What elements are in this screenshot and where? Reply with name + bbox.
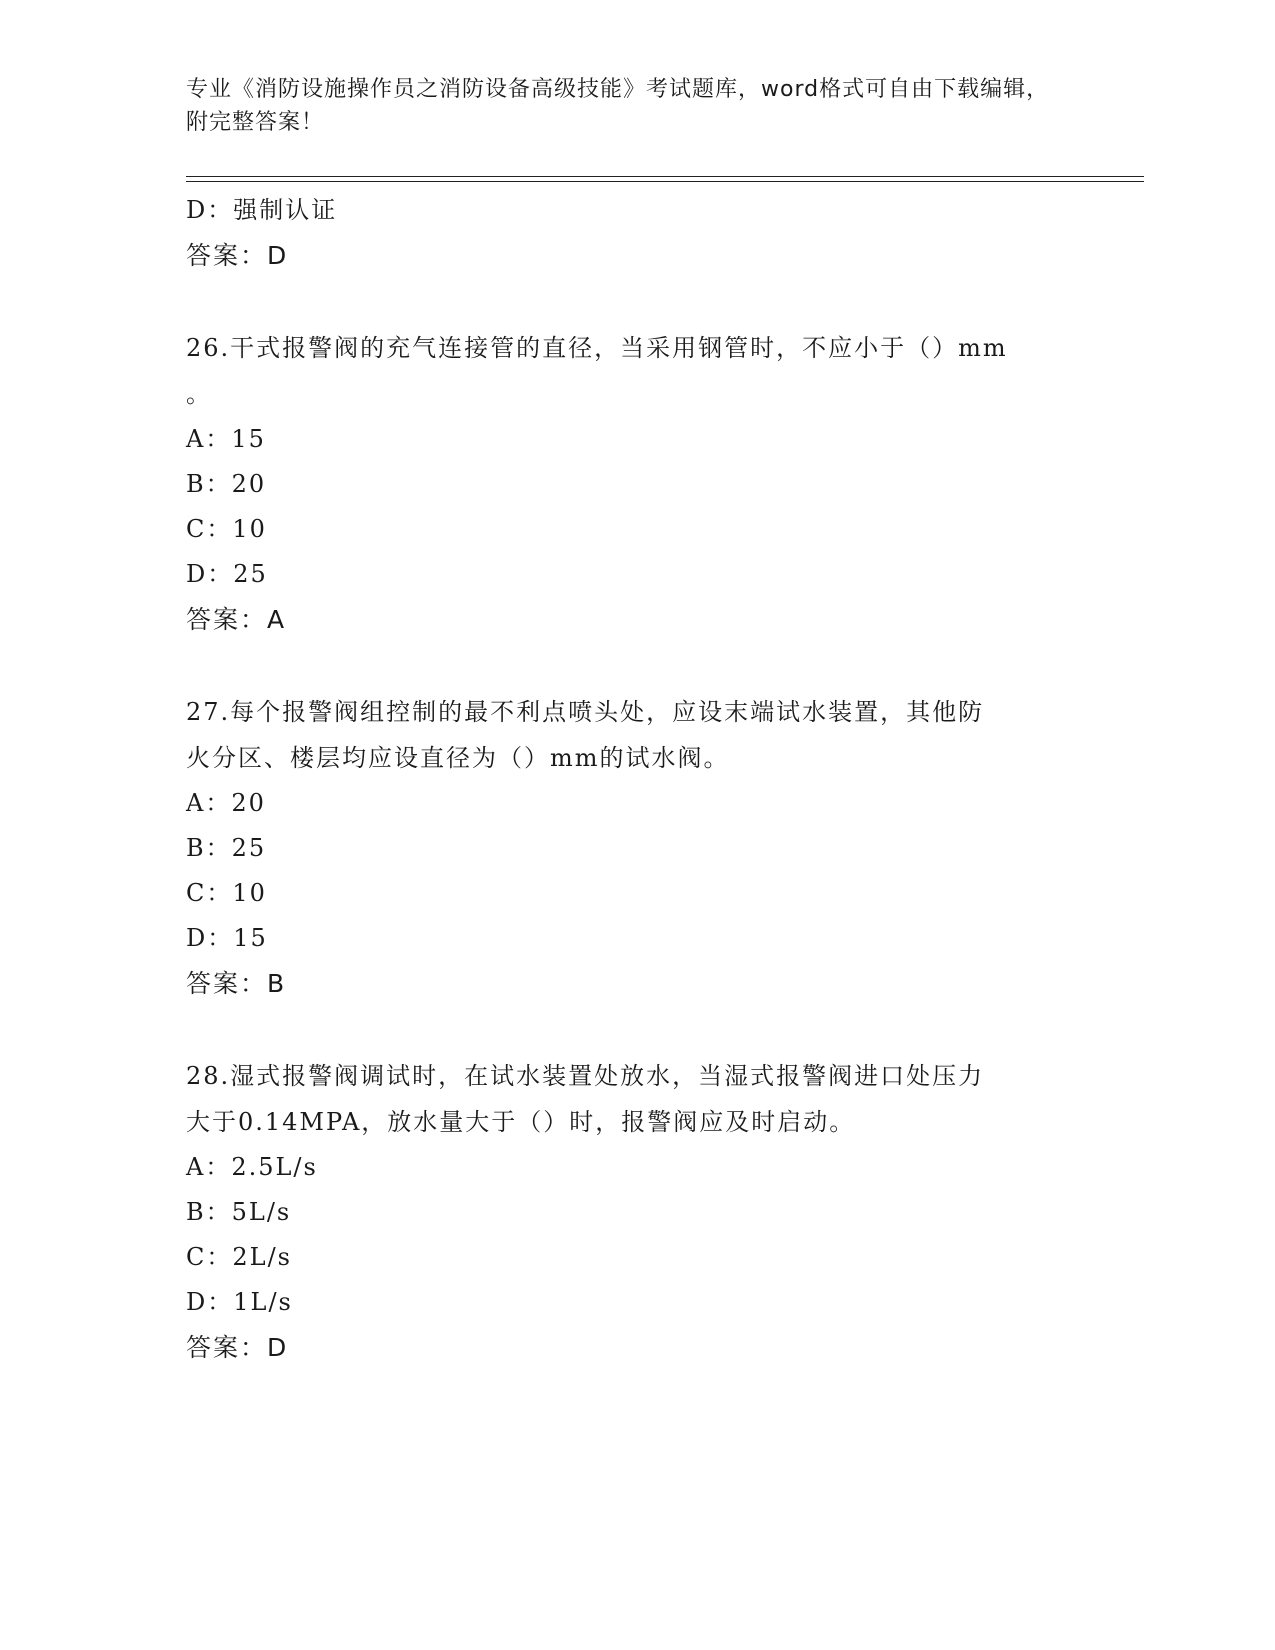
option-d: D：15 [186, 924, 268, 952]
answer-line: 答案：D [186, 1333, 289, 1362]
answer-line: 答案：A [186, 605, 287, 634]
option-d: D：1L/s [186, 1288, 293, 1316]
option-c: C：2L/s [186, 1243, 292, 1271]
question-text-continued: 。 [186, 380, 212, 408]
header-divider-bottom [186, 181, 1144, 182]
question-26 [186, 325, 1066, 417]
option-d: D：强制认证 [186, 196, 338, 224]
option-b: B：25 [186, 834, 267, 862]
question-28 [186, 1053, 1066, 1145]
answer-line: 答案：B [186, 969, 287, 998]
page-header: 专业《消防设施操作员之消防设备高级技能》考试题库，word格式可自由下载编辑，附完整答案！ [186, 77, 1050, 135]
question-text-continued: 火分区、楼层均应设直径为（）mm的试水阀。 [186, 744, 730, 772]
question-27 [186, 689, 1066, 781]
option-b: B：20 [186, 470, 267, 498]
option-d: D：25 [186, 560, 268, 588]
question-text: 28.湿式报警阀调试时，在试水装置处放水，当湿式报警阀进口处压力 [186, 1062, 985, 1090]
question-text: 27.每个报警阀组控制的最不利点喷头处，应设末端试水装置，其他防 [186, 698, 985, 726]
question-text-continued: 大于0.14MPA，放水量大于（）时，报警阀应及时启动。 [186, 1108, 856, 1136]
header-divider-top [186, 176, 1144, 177]
option-c: C：10 [186, 515, 267, 543]
option-a: A：20 [186, 789, 266, 817]
option-a: A：2.5L/s [186, 1153, 318, 1181]
option-c: C：10 [186, 879, 267, 907]
question-list [186, 188, 1066, 1370]
question-text: 26.干式报警阀的充气连接管的直径，当采用钢管时，不应小于（）mm [186, 334, 1008, 362]
option-b: B：5L/s [186, 1198, 292, 1226]
option-a: A：15 [186, 425, 266, 453]
answer-line: 答案：D [186, 241, 289, 270]
